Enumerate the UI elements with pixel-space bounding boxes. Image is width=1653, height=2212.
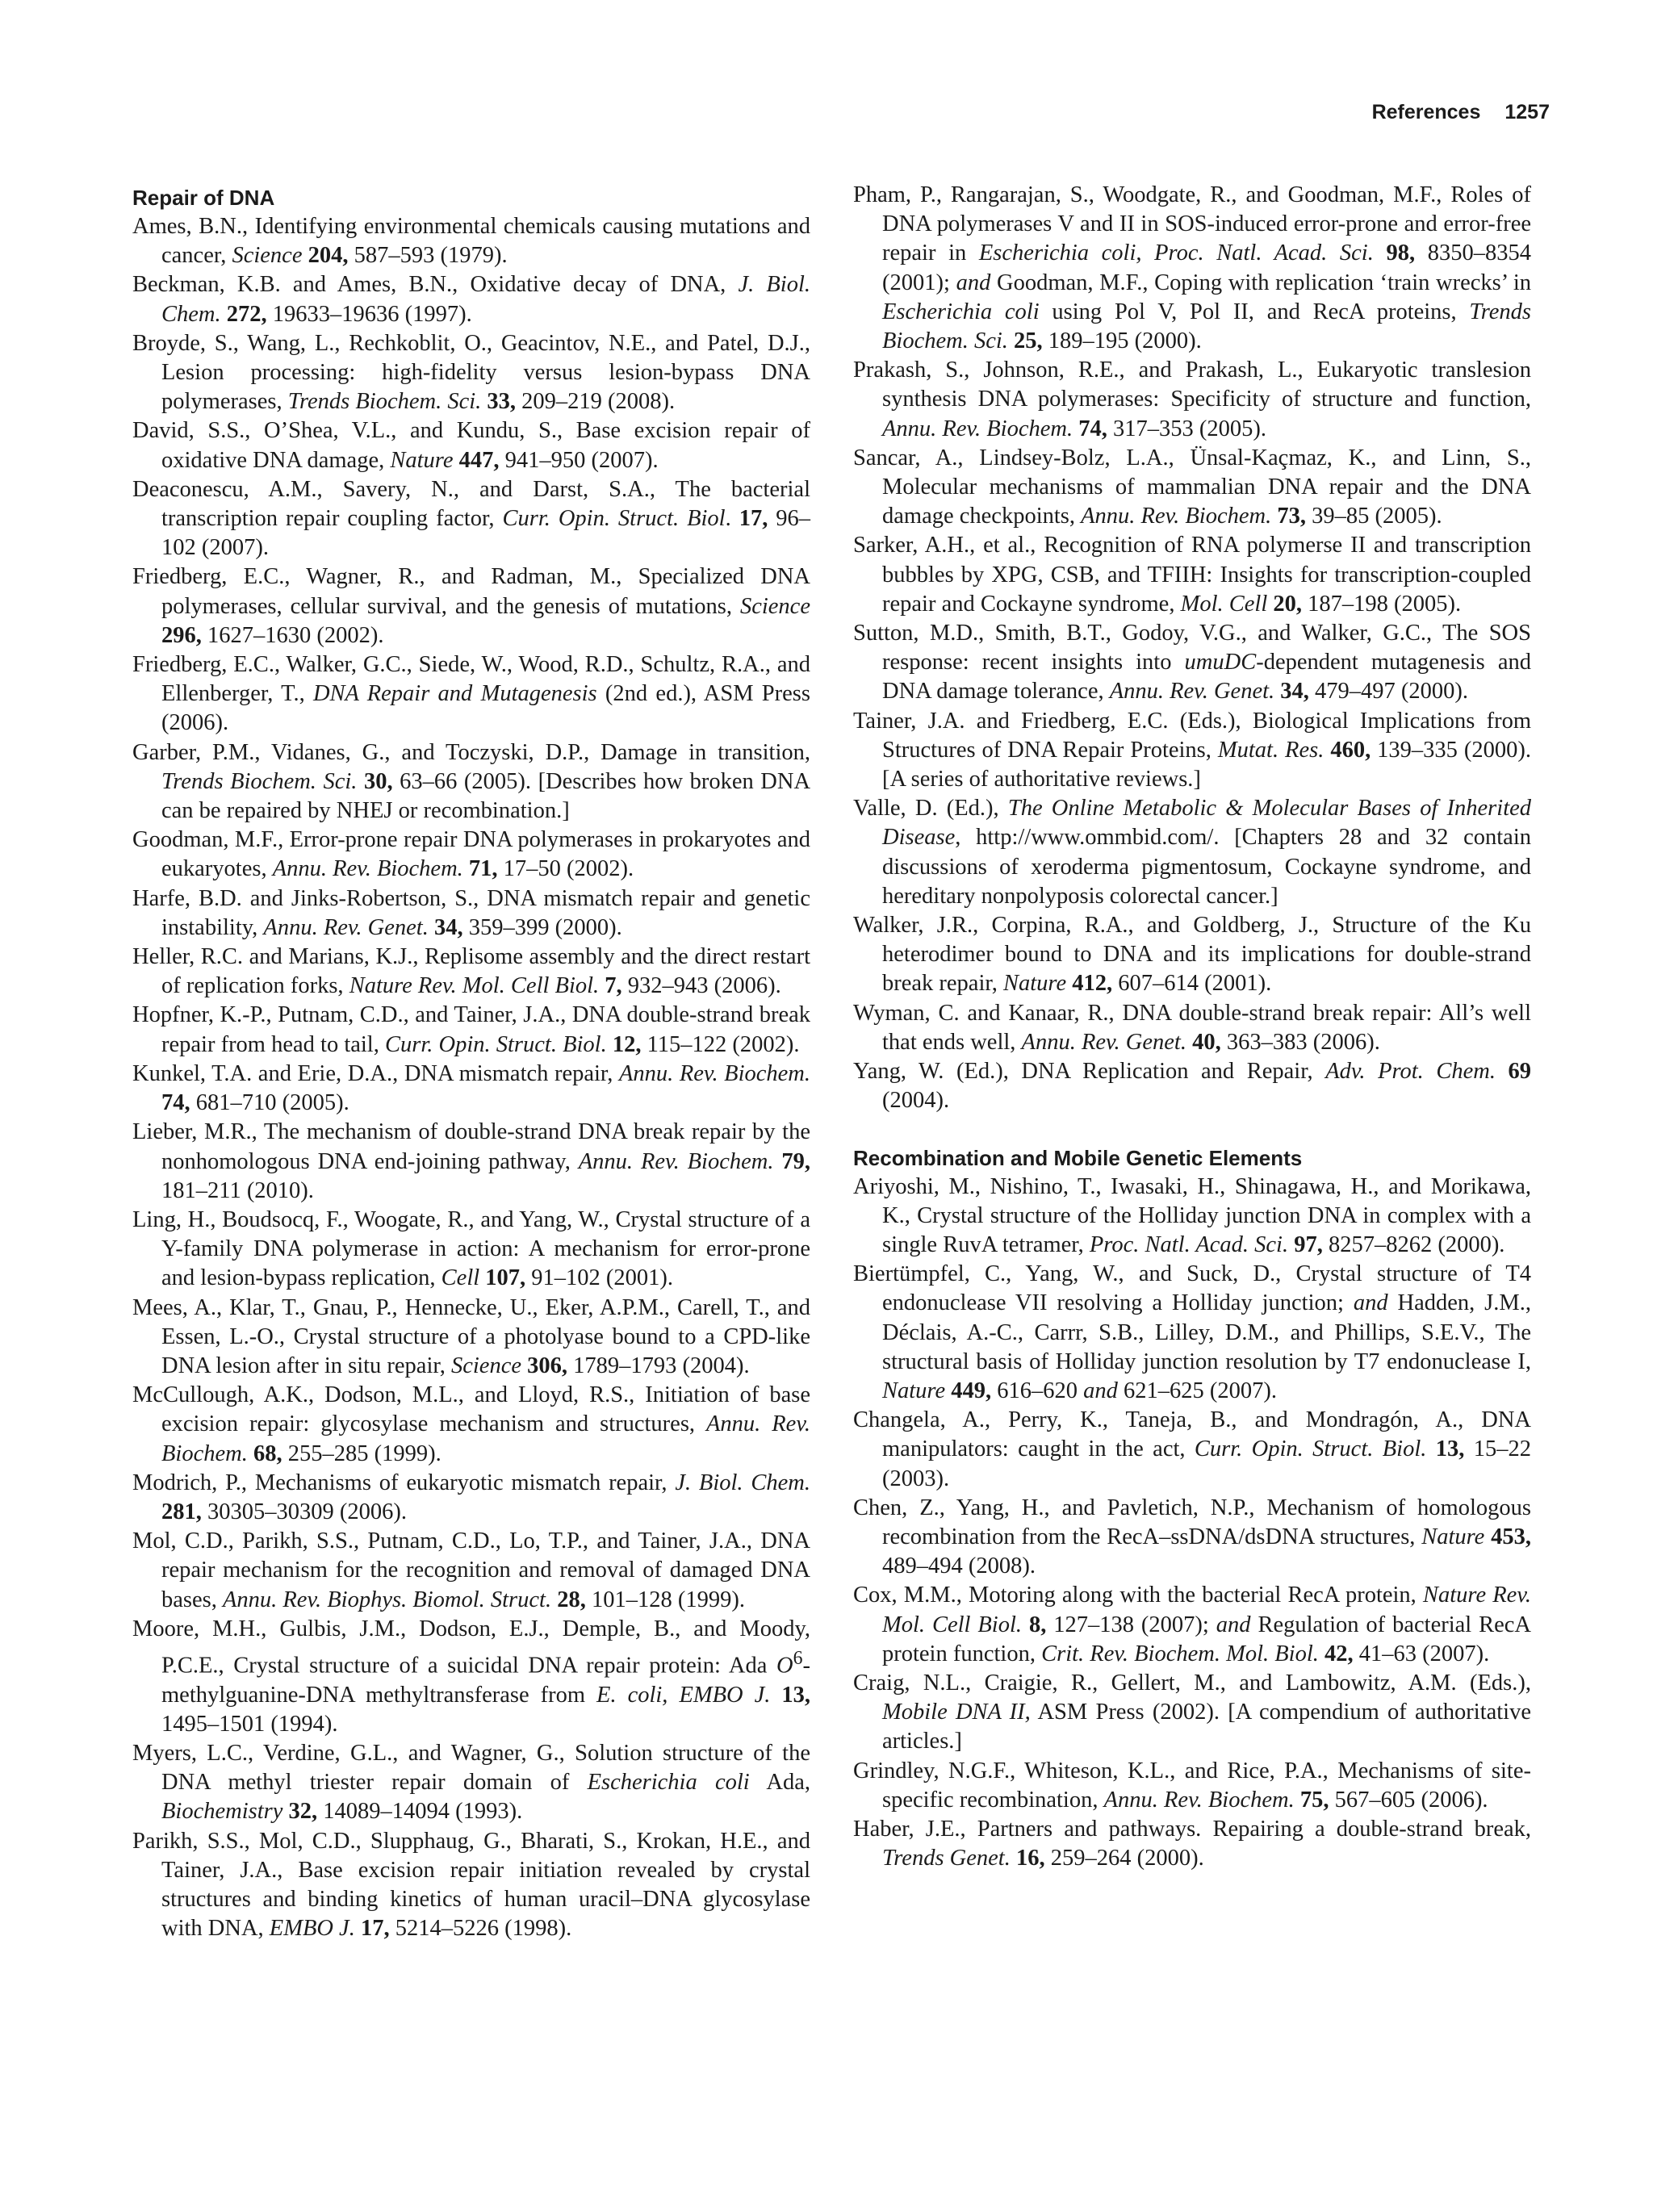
reference-text-run: 453, <box>1491 1524 1531 1549</box>
reference-text-run: Annu. Rev. Genet. <box>1021 1029 1186 1055</box>
reference-text-run: 1789–1793 (2004). <box>567 1353 750 1378</box>
reference-text-run: 359–399 (2000). <box>462 914 622 940</box>
reference-text-run <box>302 243 308 268</box>
reference-entry <box>853 444 1531 532</box>
reference-text-run: Curr. Opin. Struct. Biol. <box>1194 1436 1427 1462</box>
reference-list-repair-continued <box>853 181 1531 1116</box>
reference-text-run: 20, <box>1273 591 1302 617</box>
reference-text-run: 447, <box>458 447 500 473</box>
reference-entry <box>132 1060 810 1118</box>
reference-text-run: using Pol V, Pol II, and RecA proteins, <box>1039 299 1470 324</box>
reference-text-run: 8257–8262 (2000). <box>1322 1231 1505 1257</box>
reference-text-run: 139–335 (2000). [A series of authoritative reviews.] <box>882 737 1532 792</box>
reference-entry <box>132 475 810 563</box>
reference-text-run: Annu. Rev. Biochem. <box>1081 504 1272 529</box>
reference-text-run: 73, <box>1277 504 1306 529</box>
reference-text-run: 616–620 <box>991 1378 1084 1403</box>
reference-text-run: 181–211 (2010). <box>161 1177 314 1203</box>
reference-text-run: 363–383 (2006). <box>1220 1029 1380 1055</box>
reference-entry <box>132 1469 810 1527</box>
reference-entry <box>853 1260 1531 1406</box>
reference-text-run: 587–593 (1979). <box>348 243 508 269</box>
reference-text-run: Ariyoshi, M., Nishino, T., Iwasaki, H., Shinagawa, H., and Morikawa, K., Crystal structure of the Holliday junction DNA in complex with a single RuvA tetramer, <box>853 1173 1531 1257</box>
reference-text-run <box>773 1149 781 1174</box>
reference-text-run: 68, <box>253 1441 282 1466</box>
reference-entry <box>853 1815 1531 1873</box>
reference-text-run: 489–494 (2008). <box>882 1553 1036 1579</box>
reference-text-run: Grindley, N.G.F., Whiteson, K.L., and Rice, P.A., Mechanisms of site-specific recombination, <box>853 1758 1531 1813</box>
reference-entry <box>853 707 1531 795</box>
reference-entry <box>132 943 810 1001</box>
reference-text-run: Mees, A., Klar, T., Gnau, P., Hennecke, U., Eker, A.P.M., Carell, T., and Essen, L.-O., Crystal structure of a photolyase bound to a CPD-like DNA lesion after in situ repair, <box>132 1294 810 1378</box>
reference-text-run: Valle, D. (Ed.), <box>853 796 1008 822</box>
reference-entry <box>132 212 810 270</box>
reference-text-run: Broyde, S., Wang, L., Rechkoblit, O., Geacintov, N.E., and Patel, D.J., Lesion processing: high-fidelity versus lesion-bypass DNA polymerases, <box>132 330 810 415</box>
reference-text-run: Chen, Z., Yang, H., and Pavletich, N.P., Mechanism of homologous recombination from the RecA–ssDNA/dsDNA structures, <box>853 1495 1531 1549</box>
reference-text-run: 259–264 (2000). <box>1044 1846 1204 1871</box>
reference-text-run: 74, <box>161 1090 190 1116</box>
reference-text-run: Hadden, J.M., Déclais, A.-C., Carrr, S.B., Lilley, D.M., and Phillips, S.E.V., The structural basis of Holliday junction resolution by T7 endonuclease I, <box>882 1290 1531 1374</box>
reference-text-run: 41–63 (2007). <box>1353 1641 1490 1666</box>
reference-text-run: Annu. Rev. Biophys. Biomol. Struct. <box>222 1587 552 1612</box>
reference-text-run: Curr. Opin. Struct. Biol. <box>384 1031 607 1057</box>
reference-text-run: Biochemistry <box>161 1799 283 1825</box>
reference-text-run: Walker, J.R., Corpina, R.A., and Goldberg, J., Structure of the Ku heterodimer bound to DNA and its implications for double-strand break repair, <box>853 913 1531 997</box>
reference-text-run: J. Biol. Chem. <box>675 1470 810 1495</box>
reference-text-run: 567–605 (2006). <box>1329 1787 1488 1813</box>
reference-entry <box>132 416 810 475</box>
reference-text-run: Mol, C.D., Parikh, S.S., Putnam, C.D., Lo, T.P., and Tainer, J.A., DNA repair mechanism for the recognition and removal of damaged DNA bases, <box>132 1528 810 1612</box>
reference-text-run: 32, <box>288 1799 318 1825</box>
reference-entry <box>132 826 810 884</box>
reference-text-run: 74, <box>1078 416 1107 441</box>
reference-text-run: 33, <box>487 389 517 415</box>
reference-entry <box>132 1118 810 1206</box>
reference-text-run: 98, <box>1386 240 1416 266</box>
reference-text-run <box>1484 1524 1491 1549</box>
reference-text-run: Ling, H., Boudsocq, F., Woogate, R., and Yang, W., Crystal structure of a Y-family DNA polymerase in action: A mechanism for error-prone and lesion-bypass replication, <box>132 1206 810 1291</box>
reference-text-run: Nature <box>882 1378 946 1403</box>
reference-text-run: Mol. Cell <box>1180 591 1268 617</box>
reference-text-run: Hopfner, K.-P., Putnam, C.D., and Tainer, J.A., DNA double-strand break repair from head to tail, <box>132 1002 810 1057</box>
reference-text-run: 941–950 (2007). <box>499 447 659 473</box>
reference-text-run: Friedberg, E.C., Walker, G.C., Siede, W., Wood, R.D., Schultz, R.A., and Ellenberger, T., <box>132 652 810 707</box>
reference-list-recombination <box>853 1173 1531 1874</box>
reference-text-run: 69 <box>1508 1059 1532 1085</box>
reference-text-run <box>221 302 227 327</box>
reference-text-run: Parikh, S.S., Mol, C.D., Slupphaug, G., Bharati, S., Krokan, H.E., and Tainer, J.A., Base excision repair initiation revealed by crystal structures and binding kinetics of human uracil–DNA glycosylase with DNA, <box>132 1828 810 1942</box>
reference-text-run <box>1022 1612 1029 1637</box>
reference-text-run: Sarker, A.H., et al., Recognition of RNA polymerse II and transcription bubbles by XPG, CSB, and TFIIH: Insights for transcription-coupled repair and Cockayne syndrome, <box>853 533 1531 617</box>
reference-text-run: -dependent mutagenesis and DNA damage tolerance, <box>882 650 1531 705</box>
section-heading-repair-of-dna: Repair of DNA <box>132 186 275 210</box>
reference-text-run: Beckman, K.B. and Ames, B.N., Oxidative decay of DNA, <box>132 272 739 298</box>
reference-text-run: Mutat. Res. <box>1217 737 1324 763</box>
reference-text-run: 63–66 (2005). [Describes how broken DNA can be repaired by NHEJ or recombination.] <box>161 768 811 824</box>
reference-text-run: 97, <box>1294 1231 1323 1257</box>
reference-text-run: ASM Press (2002). [A compendium of authoritative articles.] <box>882 1700 1531 1754</box>
reference-entry <box>132 1381 810 1469</box>
reference-text-run: Moore, M.H., Gulbis, J.M., Dodson, E.J., Demple, B., and Moody, P.C.E., Crystal structure of a suicidal DNA repair protein: Ada <box>132 1616 810 1679</box>
reference-entry <box>132 270 810 328</box>
reference-text-run: 17, <box>739 506 768 532</box>
reference-text-run: and <box>1353 1290 1388 1316</box>
reference-text-run: 40, <box>1192 1029 1221 1055</box>
reference-entry <box>853 356 1531 444</box>
reference-text-run: Escherichia coli, Proc. Natl. Acad. Sci. <box>978 240 1374 266</box>
reference-text-run: 255–285 (1999). <box>282 1441 441 1466</box>
reference-entry <box>132 1001 810 1059</box>
reference-text-run: Annu. Rev. Biochem. <box>882 416 1073 441</box>
reference-text-run: Annu. Rev. Biochem. <box>578 1148 774 1174</box>
reference-text-run <box>248 1441 253 1466</box>
reference-text-run: Wyman, C. and Kanaar, R., DNA double-strand break repair: All’s well that ends well, <box>853 1000 1531 1055</box>
reference-text-run: Heller, R.C. and Marians, K.J., Replisome assembly and the direct restart of replication forks, <box>132 944 810 999</box>
reference-text-run: Regulation of bacterial RecA protein function, <box>882 1612 1532 1666</box>
reference-text-run: umuDC <box>1184 650 1257 675</box>
running-head <box>1372 101 1550 124</box>
reference-text-run: 12, <box>612 1031 642 1057</box>
reference-text-run: 17, <box>360 1916 390 1942</box>
reference-entry <box>132 1739 810 1827</box>
reference-entry <box>853 794 1531 911</box>
reference-text-run <box>607 1032 613 1057</box>
reference-text-run: 71, <box>468 856 498 882</box>
reference-text-run: 13, <box>1435 1436 1465 1462</box>
reference-text-run: E. coli, EMBO J. <box>596 1682 771 1708</box>
reference-entry <box>853 1757 1531 1815</box>
reference-text-run: Curr. Opin. Struct. Biol <box>502 506 726 532</box>
reference-text-run: Mobile DNA II, <box>882 1700 1031 1725</box>
reference-entry <box>853 1057 1531 1115</box>
reference-text-run: 1495–1501 (1994). <box>161 1711 338 1737</box>
reference-text-run: 189–195 (2000). <box>1042 328 1202 354</box>
reference-text-run: 101–128 (1999). <box>585 1587 745 1612</box>
reference-text-run: 96–102 (2007). <box>161 506 811 561</box>
reference-text-run: 306, <box>527 1353 568 1378</box>
reference-text-run: Goodman, M.F., Coping with replication ‘train wrecks’ in <box>990 270 1531 295</box>
reference-text-run: 8350–8354 (2001); <box>882 240 1532 295</box>
reference-entry <box>132 1615 810 1739</box>
reference-text-run: 25, <box>1014 328 1043 354</box>
reference-text-run: 17–50 (2002). <box>497 856 634 882</box>
reference-text-run: 479–497 (2000). <box>1308 679 1469 705</box>
reference-text-run: Modrich, P., Mechanisms of eukaryotic mismatch repair, <box>132 1470 676 1495</box>
reference-text-run: 932–943 (2006). <box>621 973 781 999</box>
reference-entry <box>132 738 810 826</box>
reference-text-run: Proc. Natl. Acad. Sci. <box>1089 1231 1289 1257</box>
reference-text-run: 272, <box>226 301 267 327</box>
reference-text-run: Deaconescu, A.M., Savery, N., and Darst, S.A., The bacterial transcription repair coupling factor, <box>132 476 810 532</box>
reference-entry <box>853 1669 1531 1757</box>
reference-text-run: Garber, P.M., Vidanes, G., and Toczyski, D.P., Damage in transition, <box>132 739 810 765</box>
page-number: 1257 <box>1504 101 1550 123</box>
reference-text-run: 19633–19636 (1997). <box>266 301 472 327</box>
reference-text-run: (2nd ed.), ASM Press (2006). <box>161 681 810 736</box>
reference-text-run: 107, <box>485 1265 526 1291</box>
reference-text-run <box>357 769 364 794</box>
reference-text-run: 681–710 (2005). <box>190 1090 349 1116</box>
reference-entry <box>132 329 810 417</box>
reference-entry <box>853 1494 1531 1582</box>
reference-list-repair <box>132 212 810 1943</box>
reference-entry <box>853 531 1531 619</box>
reference-text-run: Annu. Rev. Biochem. <box>619 1060 810 1086</box>
reference-text-run: 187–198 (2005). <box>1302 591 1462 617</box>
reference-text-run: 607–614 (2001). <box>1112 971 1272 997</box>
reference-text-run: 14089–14094 (1993). <box>317 1799 523 1825</box>
reference-text-run: Changela, A., Perry, K., Taneja, B., and Mondragón, A., DNA manipulators: caught in the act, <box>853 1407 1531 1462</box>
reference-text-run: Adv. Prot. Chem. <box>1325 1059 1496 1085</box>
reference-text-run: Nature Rev. Mol. Cell Biol. <box>882 1583 1531 1637</box>
reference-text-run: and <box>1216 1612 1251 1637</box>
reference-entry <box>853 999 1531 1057</box>
right-column <box>853 181 1531 1873</box>
reference-text-run: Myers, L.C., Verdine, G.L., and Wagner, G., Solution structure of the DNA methyl triester repair domain of <box>132 1741 810 1796</box>
reference-text-run: Annu. Rev. Biochem. <box>161 1411 810 1466</box>
reference-text-run: EMBO J. <box>269 1916 355 1942</box>
reference-text-run: 34, <box>1280 679 1309 705</box>
reference-text-run: 460, <box>1330 737 1371 763</box>
reference-text-run: Escherichia coli <box>587 1770 750 1796</box>
section-heading-recombination: Recombination and Mobile Genetic Elements <box>853 1145 1303 1170</box>
reference-text-run: 30305–30309 (2006). <box>201 1499 407 1524</box>
reference-text-run <box>463 856 469 881</box>
reference-text-run: Trends Biochem. Sci. <box>287 389 482 415</box>
reference-text-run: 296, <box>161 622 202 648</box>
reference-text-run: 5214–5226 (1998). <box>389 1916 572 1942</box>
reference-text-run: . <box>725 506 739 532</box>
reference-text-run <box>282 1799 288 1824</box>
reference-text-run: Goodman, M.F., Error-prone repair DNA polymerases in prokaryotes and eukaryotes, <box>132 827 810 882</box>
reference-text-run <box>355 1916 361 1941</box>
reference-text-run: 6 <box>793 1647 803 1669</box>
reference-text-run: Ames, B.N., Identifying environmental chemicals causing mutations and cancer, <box>132 214 810 269</box>
reference-text-run: 209–219 (2008). <box>516 389 676 415</box>
reference-text-run: Cox, M.M., Motoring along with the bacterial RecA protein, <box>853 1583 1423 1608</box>
reference-text-run: Sutton, M.D., Smith, B.T., Godoy, V.G., and Walker, G.C., The SOS response: recent insights into <box>853 621 1531 675</box>
reference-text-run <box>429 915 434 940</box>
reference-text-run <box>1319 1641 1324 1666</box>
reference-text-run: David, S.S., O’Shea, V.L., and Kundu, S., Base excision repair of oxidative DNA damage, <box>132 418 810 473</box>
reference-text-run <box>1011 1846 1016 1871</box>
reference-entry <box>132 650 810 738</box>
reference-text-run: 30, <box>363 768 393 794</box>
reference-text-run <box>1374 240 1387 266</box>
reference-text-run: and <box>1083 1378 1118 1403</box>
reference-text-run: McCullough, A.K., Dodson, M.L., and Lloyd, R.S., Initiation of base excision repair: glycosylase mechanism and structures, <box>132 1382 810 1437</box>
reference-text-run: Lieber, M.R., The mechanism of double-strand DNA break repair by the nonhomologous DNA end-joining pathway, <box>132 1119 810 1174</box>
reference-text-run: Craig, N.L., Craigie, R., Gellert, M., and Lambowitz, A.M. (Eds.), <box>853 1670 1531 1696</box>
reference-entry <box>853 619 1531 707</box>
reference-text-run <box>1008 328 1014 353</box>
reference-text-run <box>1295 1788 1300 1813</box>
reference-text-run: 412, <box>1072 971 1113 997</box>
reference-text-run <box>1496 1059 1509 1084</box>
reference-text-run: The Online Metabolic & Molecular Bases of Inherited Disease <box>882 796 1532 851</box>
reference-text-run: 13, <box>781 1682 811 1708</box>
reference-text-run: Tainer, J.A. and Friedberg, E.C. (Eds.), Biological Implications from Structures of DNA Repair Proteins, <box>853 708 1531 763</box>
reference-text-run: 281, <box>161 1499 202 1524</box>
reference-text-run: 621–625 (2007). <box>1117 1378 1277 1403</box>
reference-text-run: Crit. Rev. Biochem. Mol. Biol. <box>1041 1641 1319 1666</box>
reference-text-run: O <box>776 1653 793 1679</box>
reference-text-run <box>1426 1436 1435 1461</box>
reference-text-run: Yang, W. (Ed.), DNA Replication and Repair, <box>853 1059 1326 1085</box>
reference-entry <box>132 1294 810 1382</box>
reference-entry <box>132 1827 810 1944</box>
reference-text-run: J. Biol. Chem. <box>161 272 810 327</box>
reference-entry <box>853 181 1531 356</box>
reference-entry <box>853 1173 1531 1261</box>
left-column <box>132 183 810 1943</box>
reference-text-run: Pham, P., Rangarajan, S., Woodgate, R., and Goodman, M.F., Roles of DNA polymerases V and II in SOS-induced error-prone and error-free repair in <box>853 182 1531 266</box>
reference-text-run: 7, <box>605 973 622 999</box>
reference-text-run: -methylguanine-DNA methyltransferase from <box>161 1653 810 1708</box>
reference-text-run: 8, <box>1028 1612 1047 1637</box>
reference-text-run <box>770 1683 781 1708</box>
reference-text-run: Kunkel, T.A. and Erie, D.A., DNA mismatch repair, <box>132 1060 619 1086</box>
reference-text-run: 34, <box>433 914 463 940</box>
reference-text-run: Harfe, B.D. and Jinks-Robertson, S., DNA mismatch repair and genetic instability, <box>132 885 810 940</box>
reference-text-run: 39–85 (2005). <box>1305 504 1442 529</box>
reference-text-run: 75, <box>1299 1787 1329 1813</box>
reference-text-run: 15–22 (2003). <box>882 1436 1531 1491</box>
reference-entry <box>853 911 1531 999</box>
reference-text-run: and <box>956 270 991 295</box>
reference-entry <box>853 1581 1531 1669</box>
reference-text-run: Biertümpfel, C., Yang, W., and Suck, D., Crystal structure of T4 endonuclease VII resolving a Holliday junction; <box>853 1261 1531 1316</box>
reference-entry <box>132 562 810 650</box>
reference-text-run: 42, <box>1324 1641 1354 1666</box>
reference-text-run: Annu. Rev. Biochem. <box>1103 1787 1295 1813</box>
running-head-label: References <box>1371 101 1481 123</box>
reference-text-run: 16, <box>1015 1846 1045 1871</box>
reference-text-run: 317–353 (2005). <box>1107 416 1266 441</box>
reference-text-run: , http://www.ommbid.com/. [Chapters 28 and 32 contain discussions of xeroderma pigmentosum, Cockayne syndrome, and hereditary nonpolyposis colorectal cancer.] <box>882 825 1531 909</box>
reference-text-run: Ada, <box>749 1770 810 1796</box>
reference-text-run: Cell <box>441 1265 480 1291</box>
reference-text-run <box>453 448 458 473</box>
reference-text-run: 1627–1630 (2002). <box>201 622 384 648</box>
reference-entry <box>853 1406 1531 1494</box>
reference-text-run: Annu. Rev. Biochem. <box>272 856 463 882</box>
reference-text-run: Trends Genet. <box>882 1846 1011 1871</box>
reference-text-run: 28, <box>557 1587 586 1612</box>
reference-text-run: Nature <box>1002 971 1067 997</box>
reference-text-run: Escherichia coli <box>882 299 1040 324</box>
reference-text-run: Prakash, S., Johnson, R.E., and Prakash, L., Eukaryotic translesion synthesis DNA polymerases: Specificity of structure and function, <box>853 358 1531 412</box>
reference-text-run: Friedberg, E.C., Wagner, R., and Radman, M., Specialized DNA polymerases, cellular survival, and the genesis of mutations, <box>132 564 810 619</box>
reference-entry <box>132 1206 810 1294</box>
reference-text-run: DNA Repair and Mutagenesis <box>312 681 597 707</box>
reference-text-run: Trends Biochem. Sci. <box>161 768 358 794</box>
reference-text-run: Annu. Rev. Genet. <box>1109 679 1275 705</box>
reference-text-run: Nature Rev. Mol. Cell Biol. <box>349 973 600 999</box>
reference-text-run: Annu. Rev. Genet. <box>263 914 429 940</box>
reference-text-run: 91–102 (2001). <box>525 1265 674 1291</box>
reference-text-run: Haber, J.E., Partners and pathways. Repairing a double-strand break, <box>853 1816 1531 1842</box>
reference-text-run: 449, <box>951 1378 992 1403</box>
reference-text-run: (2004). <box>882 1088 950 1114</box>
reference-text-run: Sancar, A., Lindsey-Bolz, L.A., Ünsal-Kaçmaz, K., and Linn, S., Molecular mechanisms of mammalian DNA repair and the DNA damage checkpoints, <box>853 445 1531 529</box>
reference-entry <box>132 884 810 943</box>
reference-text-run: 115–122 (2002). <box>641 1031 800 1057</box>
reference-text-run: 79, <box>781 1148 810 1174</box>
reference-text-run: Science <box>739 593 810 619</box>
reference-text-run: Nature <box>390 447 454 473</box>
reference-entry <box>132 1527 810 1615</box>
reference-text-run: Science <box>232 243 303 269</box>
reference-text-run: 204, <box>308 243 349 269</box>
reference-text-run: Science <box>450 1353 522 1378</box>
reference-text-run: Nature <box>1421 1524 1485 1549</box>
reference-text-run: Trends Biochem. Sci. <box>882 299 1531 354</box>
reference-text-run: 127–138 (2007); <box>1046 1612 1216 1637</box>
